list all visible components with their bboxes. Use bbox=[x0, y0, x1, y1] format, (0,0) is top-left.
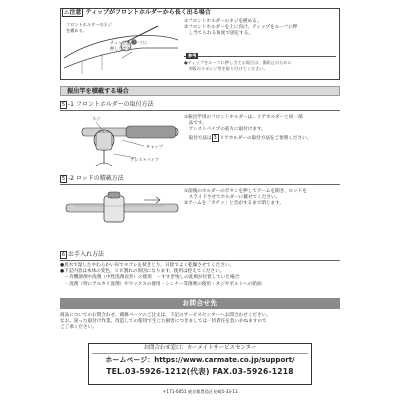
section-bar-rod bbox=[60, 86, 340, 96]
care-rule bbox=[60, 260, 340, 261]
notice-badge: ⚠注意 bbox=[64, 9, 82, 16]
sub2-step-1-cont: スライドさせてホルダーに載せてください。 bbox=[184, 195, 281, 201]
contact-divider bbox=[92, 353, 308, 354]
fig-label-screw: ネジ bbox=[92, 116, 101, 121]
fig-label-holder-screw: フロントホルダーのネジ bbox=[66, 22, 112, 27]
care-line-2: ●下記内容は本体の変色、ヒビ割れの原因になります。使用は控えてください。 bbox=[60, 269, 225, 275]
notice-step-1: ①フロントホルダーのネジを緩める。 bbox=[184, 19, 262, 24]
sub2-title: -2 ロッドの積載方法 bbox=[68, 175, 124, 182]
contact-line-2: なお、誤った取付け作業、改造しての使用で生じた損害につきましては一切責任を負いかねますので bbox=[60, 319, 267, 325]
contact-address: 〒171-0051 東京都豊島区長崎5-33-11 bbox=[162, 389, 238, 394]
notice-header bbox=[62, 9, 211, 17]
contact-paragraph bbox=[60, 313, 271, 332]
notice-fig-label-1 bbox=[66, 22, 112, 33]
contact-title: お問合せ先 bbox=[182, 299, 218, 307]
sub1-steps bbox=[184, 115, 311, 142]
sub1-heading bbox=[60, 101, 154, 109]
care-title: お手入れ方法 bbox=[68, 251, 105, 258]
sub1-ref-number: 3 bbox=[213, 134, 217, 141]
care-line-1: ●真水で湿したやわらかい布でヨゴレを拭きとり、日陰でよく乾燥させてください。 bbox=[60, 263, 234, 268]
contact-bar bbox=[60, 298, 340, 309]
contact-window: お問合わせ窓口：カーメイトサービスセンター bbox=[143, 345, 257, 351]
care-line-3: ・有機溶剤や洗剤（中性洗剤以外）の使用 ・すすぎ残しの洗剤が付着していた場合 bbox=[60, 275, 240, 281]
sub2-number: 5 bbox=[61, 176, 66, 182]
notice-title: ティップがフロントホルダーから長く出る場合 bbox=[85, 9, 211, 16]
fig-label-assist-pipe: アシストパイプ bbox=[130, 157, 159, 162]
section-title-rod: 振出竿を積載する場合 bbox=[67, 88, 129, 95]
sub1-step-1-cont2: アシストパイプの前方に取付けます。 bbox=[184, 127, 266, 133]
sub2-steps bbox=[184, 189, 307, 208]
sub2-rule bbox=[60, 184, 340, 185]
sub1-ref-suffix: リアホルダーの取付方法をご参照ください。 bbox=[219, 135, 312, 141]
fig-label-loosen: を緩める。 bbox=[66, 27, 87, 33]
front-holder-illustration bbox=[66, 114, 180, 170]
fig-label-tip-roof: ティップをルーフに bbox=[110, 40, 148, 45]
care-number: 6 bbox=[61, 252, 66, 258]
sub1-title: -1 フロントホルダーの取付方法 bbox=[68, 101, 154, 108]
contact-phone[interactable]: TEL.03-5926-1212(代表) FAX.03-5926-1218 bbox=[106, 367, 294, 376]
rod-loading-illustration bbox=[64, 190, 180, 230]
contact-line-1: 商品についてのお問合わせ、補修パーツのご注文は、下記のサービスセンターへお問合わせください。 bbox=[60, 313, 271, 318]
contact-homepage[interactable]: ホームページ：https://www.carmate.co.jp/support/ bbox=[105, 356, 295, 364]
notice-step-2-cont: し当てられる角度で固定する。 bbox=[184, 31, 253, 37]
notice-step-2: ②フロントホルダーを上に向け、ティップをルーフに押 bbox=[184, 25, 298, 31]
sub1-step-1-cont: 品です。 bbox=[184, 121, 207, 127]
notice-ref-badge: 参考 bbox=[188, 53, 197, 58]
sub1-step-1-ref bbox=[184, 134, 311, 142]
notice-ref-line-2: 市販のスポンジ等を取り付けてください。 bbox=[184, 65, 268, 71]
care-body bbox=[60, 263, 262, 288]
sub1-number: 5 bbox=[61, 102, 66, 108]
sub1-step-1: ①振出竿用のフロントホルダーは、リアホルダーと同一部 bbox=[184, 115, 303, 120]
contact-line-3: ご了承ください。 bbox=[60, 325, 97, 331]
notice-steps bbox=[184, 19, 297, 38]
sub2-step-2: ②アームを「カチッ」と音がするまで閉じます。 bbox=[184, 201, 284, 207]
care-line-4: ・洗剤（特にアルカリ洗剤）やワックスの使用・シンナー等溶剤の使用・ネジやボルトへの給油 bbox=[60, 281, 262, 287]
notice-ref-rule bbox=[184, 56, 336, 57]
sub1-ref-prefix: 取付方法は bbox=[184, 135, 212, 141]
sub1-rule bbox=[60, 110, 340, 111]
notice-ref-text bbox=[184, 60, 292, 71]
notice-fig-label-2 bbox=[110, 40, 147, 51]
sub2-step-1: ①前後のホルダーのボタンを押してアームを開き、ロッドを bbox=[184, 189, 307, 194]
fig-label-press: 押し当てる bbox=[110, 45, 131, 51]
fig-label-cap: キャップ bbox=[146, 144, 163, 149]
notice-ref-line-1: ●ティップをルーフに押し当てる場合は、傷防止のために bbox=[184, 60, 292, 65]
care-heading bbox=[60, 251, 104, 259]
sub2-heading bbox=[60, 175, 124, 183]
